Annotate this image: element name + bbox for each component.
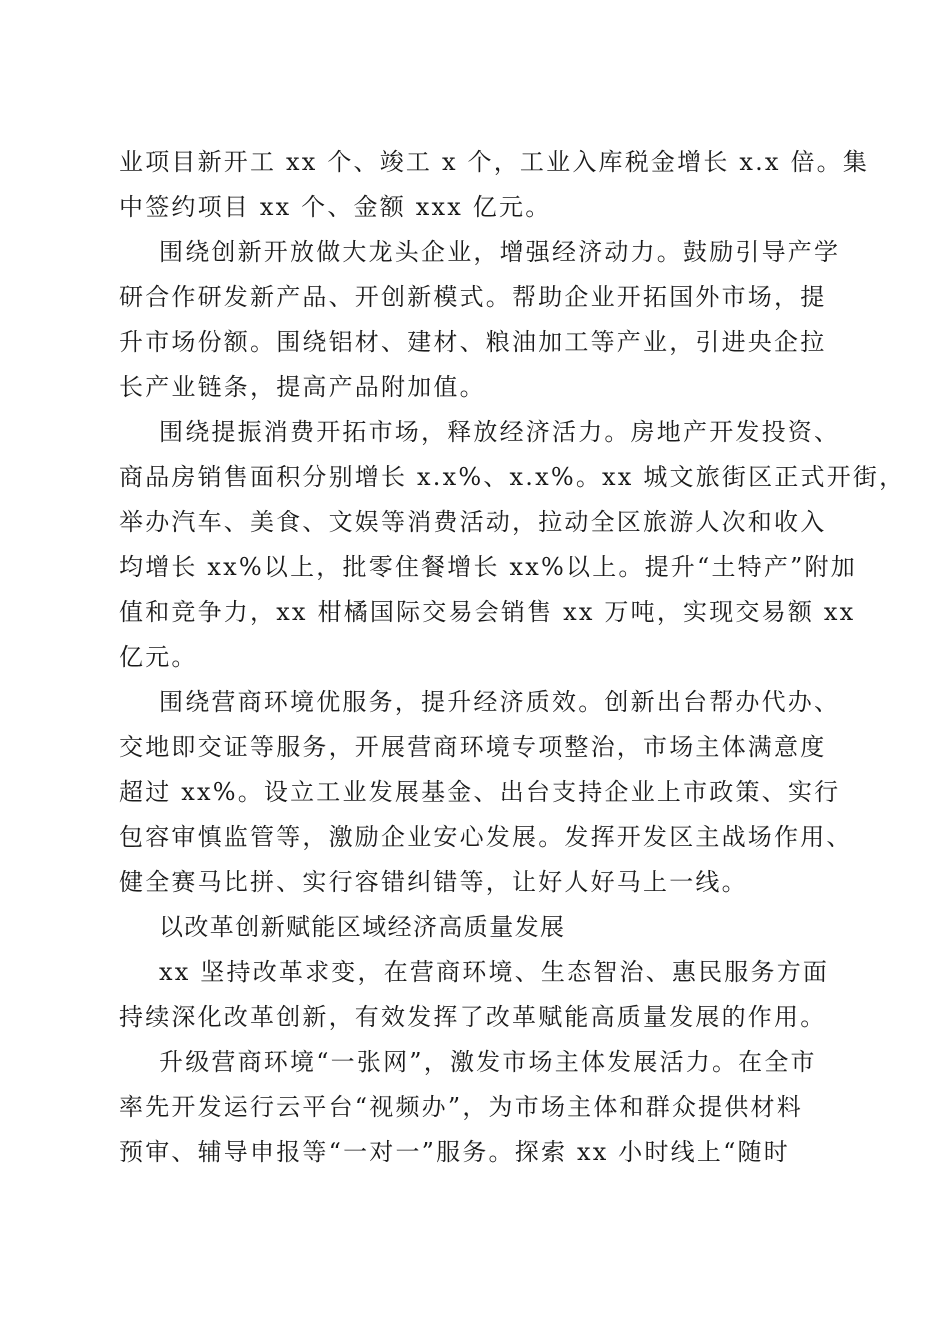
text-line: 亿元。 (119, 643, 198, 671)
text-line: 值和竞争力，xx 柑橘国际交易会销售 xx 万吨，实现交易额 xx (119, 598, 856, 626)
text-line: 中签约项目 xx 个、金额 xxx 亿元。 (119, 193, 552, 221)
text-line: 健全赛马比拼、实行容错纠错等，让好人好马上一线。 (119, 868, 748, 896)
text-line: 升市场份额。围绕铝材、建材、粮油加工等产业，引进央企拉 (119, 328, 827, 356)
text-line: 超过 xx%。设立工业发展基金、出台支持企业上市政策、实行 (119, 778, 841, 806)
paragraph-start-line: xx 坚持改革求变，在营商环境、生态智治、惠民服务方面 (159, 958, 830, 986)
text-line: 业项目新开工 xx 个、竣工 x 个，工业入库税金增长 x.x 倍。集 (119, 148, 870, 176)
document-body (119, 140, 906, 1175)
paragraph-start-line: 围绕创新开放做大龙头企业，增强经济动力。鼓励引导产学 (159, 238, 841, 266)
text-line: 持续深化改革创新，有效发挥了改革赋能高质量发展的作用。 (119, 1003, 827, 1031)
section-heading: 以改革创新赋能区域经济高质量发展 (159, 913, 566, 941)
text-line: 率先开发运行云平台“视频办”，为市场主体和群众提供材料 (119, 1093, 803, 1121)
paragraph-start-line: 围绕提振消费开拓市场，释放经济活力。房地产开发投资、 (159, 418, 841, 446)
text-line: 举办汽车、美食、文娱等消费活动，拉动全区旅游人次和收入 (119, 508, 827, 536)
text-line: 均增长 xx%以上，批零住餐增长 xx%以上。提升“土特产”附加 (119, 553, 857, 581)
text-line: 交地即交证等服务，开展营商环境专项整治，市场主体满意度 (119, 733, 827, 761)
paragraph-start-line: 围绕营商环境优服务，提升经济质效。创新出台帮办代办、 (159, 688, 841, 716)
text-line: 商品房销售面积分别增长 x.x%、x.x%。xx 城文旅街区正式开街， (119, 463, 906, 491)
text-line: 长产业链条，提高产品附加值。 (119, 373, 486, 401)
text-line: 研合作研发新产品、开创新模式。帮助企业开拓国外市场，提 (119, 283, 827, 311)
paragraph-start-line: 升级营商环境“一张网”，激发市场主体发展活力。在全市 (159, 1048, 817, 1076)
text-line: 包容审慎监管等，激励企业安心发展。发挥开发区主战场作用、 (119, 823, 853, 851)
text-line: 预审、辅导申报等“一对一”服务。探索 xx 小时线上“随时 (119, 1138, 790, 1166)
